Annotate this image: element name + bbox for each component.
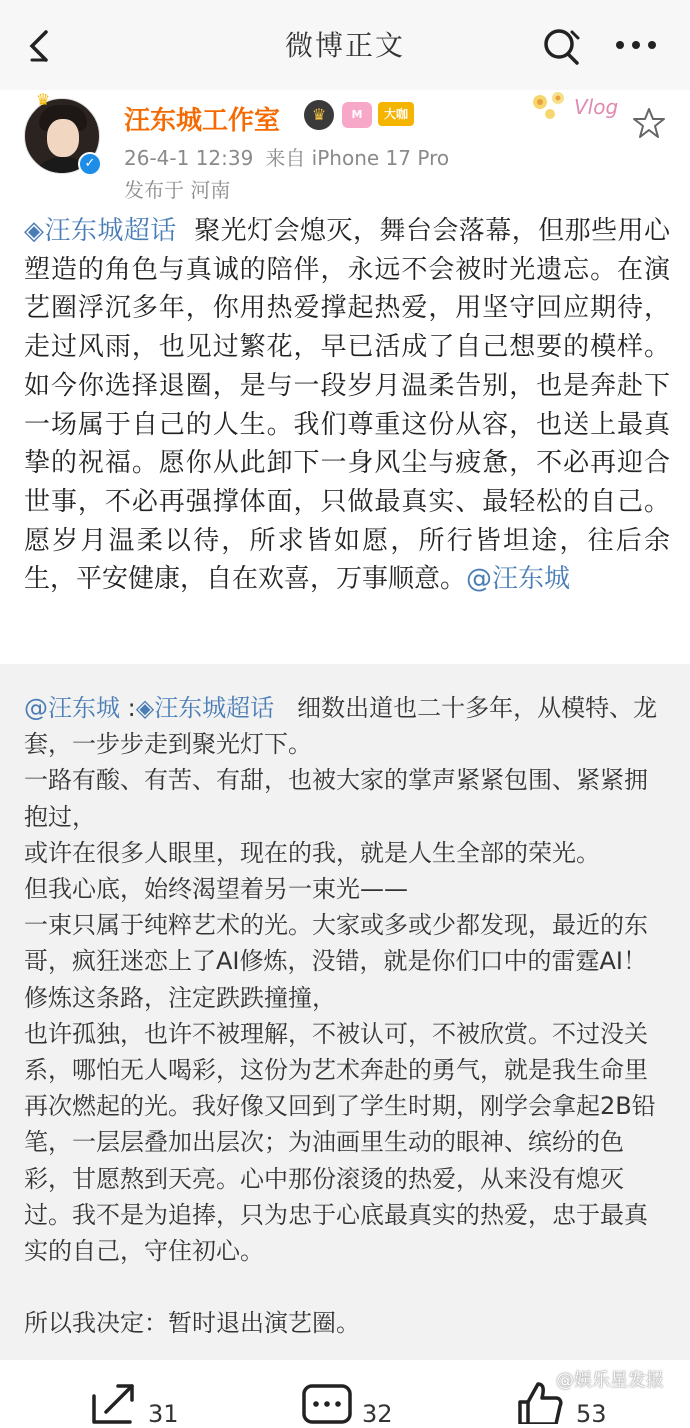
repost-first-text: 细数出道也二十多年，从模特、龙套，一步步走到聚光灯下。 <box>24 694 658 759</box>
more-icon[interactable] <box>612 30 662 60</box>
repost-line: 所以我决定：暂时退出演艺圈。 <box>24 1309 360 1338</box>
repost-mention[interactable]: @汪东城 <box>24 694 120 722</box>
crown-icon: ♛ <box>36 90 51 109</box>
location: 发布于 河南 <box>124 178 231 202</box>
repost-line: 或许在很多人眼里，现在的我，就是人生全部的荣光。 <box>24 838 600 867</box>
action-bar <box>0 1360 690 1428</box>
repost-icon <box>90 1382 140 1424</box>
repost-separator: : <box>120 694 136 722</box>
page-title: 微博正文 <box>284 29 405 62</box>
repost-box[interactable] <box>0 664 690 1360</box>
repost-line: 但我心底，始终渴望着另一束光—— <box>24 875 408 904</box>
post-header <box>0 90 690 210</box>
timestamp: 26-4-1 12:39 <box>124 146 254 170</box>
comment-button[interactable] <box>302 1382 412 1428</box>
comment-count: 32 <box>362 1400 393 1428</box>
repost-line: 一路有酸、有苦、有甜，也被大家的掌声紧紧包围、紧紧拥抱过， <box>24 766 648 831</box>
author-name[interactable]: 汪东城工作室 <box>124 106 281 136</box>
vip-crown-icon[interactable]: ♛ <box>304 100 334 130</box>
vlog-sticker <box>530 90 640 130</box>
repost-blank-line <box>24 1269 670 1305</box>
topic-diamond-icon: ◈ <box>135 694 155 722</box>
repost-count: 31 <box>148 1400 179 1428</box>
comment-icon <box>302 1382 354 1424</box>
repost-body <box>24 690 670 1341</box>
repost-topic-link[interactable] <box>136 694 274 722</box>
repost-topic-label: 汪东城超话 <box>154 694 275 722</box>
search-icon[interactable] <box>540 24 584 68</box>
source: 来自 iPhone 17 Pro <box>265 146 450 170</box>
avatar[interactable] <box>24 90 102 176</box>
repost-first-line <box>24 690 670 762</box>
post-meta <box>124 142 461 171</box>
sticker-text: Vlog <box>574 95 619 119</box>
mention-link[interactable]: @汪东城 <box>466 564 571 595</box>
topic-diamond-icon: ◈ <box>24 216 44 246</box>
post-text: 聚光灯会熄灭，舞台会落幕，但那些用心塑造的角色与真诚的陪伴，永远不会被时光遗忘。在演艺圈浮沉多年，你用热爱撑起热爱，用坚守回应期待，走过风雨，也见过繁花，早已活成了自己想要的模样。 如今你选择退圈，是与一段岁月温柔告别，也是奔赴下一场属于自己的人生。我们尊重这份从容，也送上最真挚的祝福。愿你从此卸下一身风尘与疲惫，不必再迎合世事，不必再强撑体面，只做最真实、最轻松的自己。 愿岁月温柔以待，所求皆如愿，所行皆坦途，往后余生，平安健康，自在欢喜，万事顺意。 <box>24 216 670 595</box>
repost-button[interactable] <box>90 1382 200 1428</box>
bigv-badge[interactable]: 大咖 <box>378 102 414 126</box>
repost-line: 一束只属于纯粹艺术的光。大家或多或少都发现，最近的东哥，疯狂迷恋上了AI修炼，没错，就是你们口中的雷霆AI！修炼这条路，注定跌跌撞撞， <box>24 911 648 1012</box>
topic-label: 汪东城超话 <box>44 216 177 246</box>
post-body <box>24 212 670 599</box>
like-count: 53 <box>576 1400 607 1428</box>
repost-line: 也许孤独，也许不被理解，不被认可，不被欣赏。不过没关系，哪怕无人喝彩，这份为艺术奔赴的勇气，就是我生命里再次燃起的光。我好像又回到了学生时期，刚学会拿起2B铅笔，一层层叠加出层次；为油画里生动的眼神、缤纷的色彩，甘愿熬到天亮。心中那份滚烫的热爱，从来没有熄灭过。我不是为追捧，只为忠于心底最真实的热爱，忠于最真实的自己，守住初心。 <box>24 1019 656 1266</box>
star-favorite-icon[interactable] <box>632 106 666 140</box>
topic-link[interactable] <box>24 216 177 246</box>
level-icon[interactable]: M <box>342 102 372 128</box>
watermark: @娱乐星发报 <box>556 1370 664 1391</box>
verified-icon: ✓ <box>78 152 102 176</box>
top-navigation-bar <box>0 0 690 90</box>
